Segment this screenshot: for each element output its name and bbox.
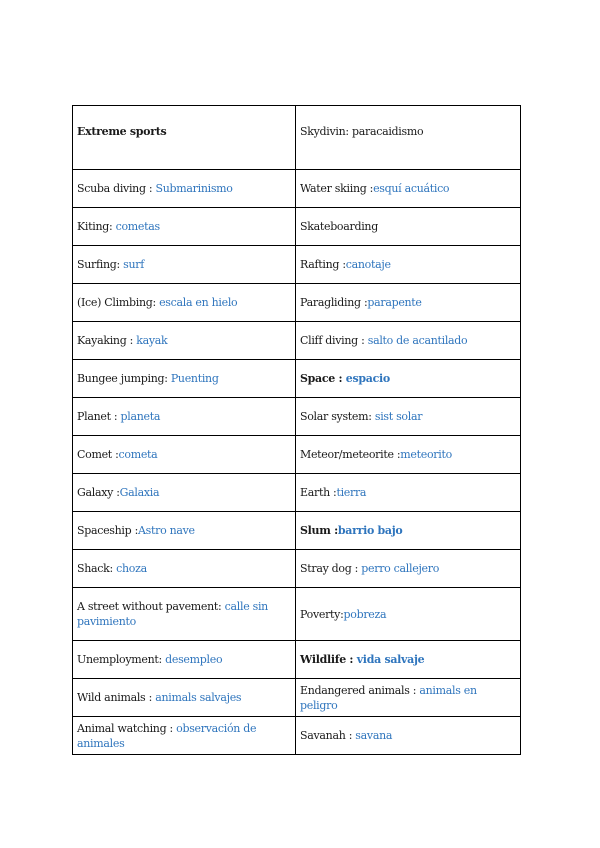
english-term: Paragliding :: [300, 296, 368, 309]
table-row: [73, 208, 521, 246]
english-term: Animal watching :: [77, 721, 177, 735]
vocab-cell: [73, 717, 296, 755]
english-term: Earth :: [300, 486, 337, 499]
spanish-translation: animals en peligro: [300, 683, 477, 712]
vocab-cell: [296, 208, 521, 246]
table-row: [73, 436, 521, 474]
vocab-cell: [73, 284, 296, 322]
spanish-translation: kayak: [136, 334, 168, 347]
table-row: [73, 170, 521, 208]
english-term: Kayaking :: [77, 334, 137, 347]
english-term: Kiting:: [77, 220, 116, 233]
table-row: [73, 106, 521, 170]
spanish-translation: escala en hielo: [159, 296, 238, 309]
table-row: [73, 717, 521, 755]
spanish-translation: observación de animales: [77, 721, 257, 750]
spanish-translation: espacio: [345, 372, 390, 385]
english-term: Scuba diving :: [77, 182, 156, 195]
vocab-cell: [73, 512, 296, 550]
table-row: [73, 550, 521, 588]
english-term: Water skiing :: [300, 182, 374, 195]
spanish-translation: animals salvajes: [155, 691, 242, 704]
english-term: Surfing:: [77, 258, 124, 271]
vocab-cell: [296, 550, 521, 588]
english-term: Comet :: [77, 448, 119, 461]
english-term: Shack:: [77, 562, 117, 575]
vocab-cell: [296, 641, 521, 679]
spanish-translation: cometa: [118, 448, 158, 461]
vocab-cell: [296, 588, 521, 641]
vocab-cell: [73, 398, 296, 436]
table-row: [73, 360, 521, 398]
table-row: [73, 679, 521, 717]
table-row: [73, 641, 521, 679]
spanish-translation: perro callejero: [361, 562, 440, 575]
english-term: Skateboarding: [300, 220, 378, 233]
table-row: [73, 398, 521, 436]
vocabulary-body: [73, 106, 521, 755]
vocab-cell: [296, 512, 521, 550]
vocab-cell: [73, 246, 296, 284]
table-row: [73, 322, 521, 360]
spanish-translation: savana: [355, 729, 393, 742]
english-term: (Ice) Climbing:: [77, 296, 160, 309]
spanish-translation: esquí acuático: [373, 182, 450, 195]
english-term: Space :: [300, 372, 346, 385]
table-row: [73, 246, 521, 284]
spanish-translation: choza: [116, 562, 147, 575]
spanish-translation: meteorito: [400, 448, 452, 461]
spanish-translation: canotaje: [345, 258, 391, 271]
table-row: [73, 512, 521, 550]
vocab-cell: [296, 322, 521, 360]
english-term: Slum :: [300, 524, 338, 537]
vocab-cell: [296, 170, 521, 208]
vocab-cell: [73, 322, 296, 360]
spanish-translation: sist solar: [374, 410, 423, 423]
spanish-translation: planeta: [120, 410, 161, 423]
table-row: [73, 284, 521, 322]
english-term: Extreme sports: [77, 125, 167, 138]
english-term: Wildlife :: [300, 653, 357, 666]
english-term: Poverty:: [300, 607, 344, 621]
vocab-cell: [73, 588, 296, 641]
english-term: Stray dog :: [300, 562, 362, 575]
vocab-cell: [296, 360, 521, 398]
vocab-cell: [73, 360, 296, 398]
table-row: [73, 588, 521, 641]
vocabulary-table: [72, 105, 521, 755]
vocab-cell: [296, 436, 521, 474]
vocab-cell: [296, 474, 521, 512]
spanish-translation: pobreza: [343, 607, 387, 621]
english-term: Meteor/meteorite :: [300, 448, 401, 461]
vocab-cell: [296, 246, 521, 284]
vocab-cell: [73, 641, 296, 679]
spanish-translation: Galaxia: [119, 486, 160, 499]
spanish-translation: surf: [123, 258, 144, 271]
spanish-translation: salto de acantilado: [367, 334, 468, 347]
english-term: Savanah :: [300, 729, 356, 742]
spanish-translation: parapente: [367, 296, 422, 309]
spanish-translation: cometas: [115, 220, 160, 233]
vocab-cell: [73, 550, 296, 588]
spanish-translation: tierra: [336, 486, 367, 499]
vocab-cell: [296, 106, 521, 170]
english-term: Rafting :: [300, 258, 346, 271]
spanish-translation: barrio bajo: [337, 524, 403, 537]
english-term: Unemployment:: [77, 653, 166, 666]
english-term: Cliff diving :: [300, 334, 368, 347]
english-term: Wild animals :: [77, 691, 156, 704]
english-term: Solar system:: [300, 410, 375, 423]
english-term: A street without pavement:: [77, 600, 225, 613]
spanish-translation: calle sin pavimiento: [77, 600, 268, 628]
vocab-cell: [296, 717, 521, 755]
vocab-cell: [296, 679, 521, 717]
vocab-cell: [73, 474, 296, 512]
english-term: Skydivin: paracaidismo: [300, 125, 424, 138]
spanish-translation: vida salvaje: [356, 653, 425, 666]
vocab-cell: [296, 398, 521, 436]
english-term: Endangered animals :: [300, 683, 420, 697]
vocab-cell: [73, 436, 296, 474]
vocab-cell: [73, 106, 296, 170]
vocab-cell: [73, 170, 296, 208]
spanish-translation: desempleo: [165, 653, 223, 666]
vocab-cell: [296, 284, 521, 322]
table-row: [73, 474, 521, 512]
english-term: Bungee jumping:: [77, 372, 171, 385]
spanish-translation: Puenting: [170, 372, 219, 385]
spanish-translation: Submarinismo: [155, 182, 233, 195]
spanish-translation: Astro nave: [138, 524, 195, 537]
vocab-cell: [73, 208, 296, 246]
english-term: Spaceship :: [77, 524, 138, 537]
english-term: Galaxy :: [77, 486, 120, 499]
english-term: Planet :: [77, 410, 121, 423]
vocab-cell: [73, 679, 296, 717]
